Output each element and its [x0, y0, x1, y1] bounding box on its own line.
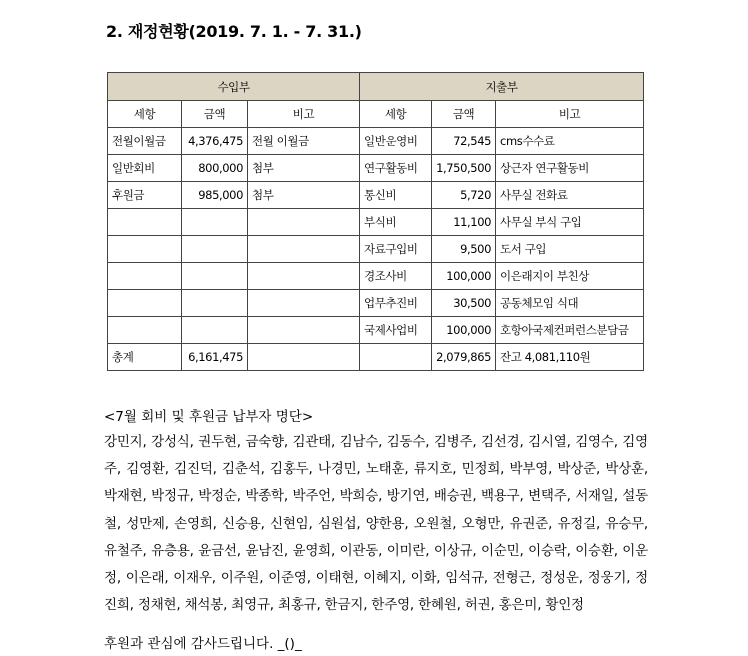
table-cell: 후원금	[108, 182, 182, 209]
table-cell: 전월 이월금	[248, 128, 360, 155]
donor-list: 강민지, 강성식, 권두현, 금숙향, 김관태, 김남수, 김동수, 김병주, 김선경, 김시열, 김영수, 김영주, 김영환, 김진덕, 김춘석, 김홍두, 나경민, 노태훈, 류지호, 민정희, 박부영, 박상준, 박상훈, 박재현, 박정규, 박정순, 박종학, 박주언, 박희승, 방기연, 배승권, 백용구, 변택주, 서재일, 설동철, 성만제, 손영희, 신승용, 신현임, 심원섭, 양한용, 오원철, 오형만, 유권준, 유정길, 유승무, 유철주, 유층용, 윤금선, 윤남진, 윤영희, 이관동, 이미란, 이상규, 이순민, 이승락, 이승환, 이운정, 이은래, 이재우, 이주원, 이준영, 이태현, 이혜지, 이화, 임석규, 전형근, 정성운, 정웅기, 정진희, 정채현, 채석봉, 최영규, 최홍규, 한금지, 한주영, 한혜원, 허권, 홍은미, 황인정	[104, 434, 648, 614]
table-cell: 1,750,500	[432, 155, 496, 182]
table-cell: 이은래지이 부친상	[496, 263, 644, 290]
table-cell: 100,000	[432, 263, 496, 290]
table-cell: 일반운영비	[360, 128, 432, 155]
table-cell: 자료구입비	[360, 236, 432, 263]
table-cell	[248, 317, 360, 344]
table-row	[108, 128, 644, 155]
table-cell: 사무실 부식 구입	[496, 209, 644, 236]
table-cell: 국제사업비	[360, 317, 432, 344]
table-cell	[248, 290, 360, 317]
table-cell	[248, 344, 360, 371]
table-cell: cms수수료	[496, 128, 644, 155]
expense-header: 지출부	[360, 73, 644, 101]
column-header: 금액	[432, 101, 496, 128]
table-cell: 30,500	[432, 290, 496, 317]
table-cell: 72,545	[432, 128, 496, 155]
table-cell: 800,000	[182, 155, 248, 182]
table-cell	[108, 290, 182, 317]
table-cell: 9,500	[432, 236, 496, 263]
table-cell: 잔고 4,081,110원	[496, 344, 644, 371]
table-cell	[108, 209, 182, 236]
table-cell: 5,720	[432, 182, 496, 209]
table-row	[108, 236, 644, 263]
table-cell	[182, 290, 248, 317]
table-row	[108, 155, 644, 182]
thanks-message: 후원과 관심에 감사드립니다. _()_	[104, 636, 302, 652]
column-header: 세항	[108, 101, 182, 128]
table-cell: 6,161,475	[182, 344, 248, 371]
table-cell: 2,079,865	[432, 344, 496, 371]
column-header: 세항	[360, 101, 432, 128]
table-cell: 총계	[108, 344, 182, 371]
table-cell	[182, 317, 248, 344]
table-cell: 985,000	[182, 182, 248, 209]
table-cell	[248, 209, 360, 236]
table-cell: 상근자 연구활동비	[496, 155, 644, 182]
table-cell: 연구활동비	[360, 155, 432, 182]
column-header: 비고	[496, 101, 644, 128]
table-column-header-row	[108, 101, 644, 128]
section-title: 2. 재정현황(2019. 7. 1. - 7. 31.)	[106, 22, 362, 41]
table-cell	[182, 236, 248, 263]
table-cell: 100,000	[432, 317, 496, 344]
table-cell: 부식비	[360, 209, 432, 236]
table-cell	[108, 263, 182, 290]
table-cell	[108, 317, 182, 344]
table-row	[108, 317, 644, 344]
table-cell: 4,376,475	[182, 128, 248, 155]
table-cell: 첨부	[248, 155, 360, 182]
finance-table	[107, 72, 644, 371]
table-cell: 11,100	[432, 209, 496, 236]
table-total-row	[108, 344, 644, 371]
table-cell: 첨부	[248, 182, 360, 209]
table-cell	[248, 263, 360, 290]
table-cell	[108, 236, 182, 263]
income-header: 수입부	[108, 73, 360, 101]
table-row	[108, 290, 644, 317]
table-row	[108, 182, 644, 209]
table-cell	[360, 344, 432, 371]
table-cell: 일반회비	[108, 155, 182, 182]
table-cell	[182, 263, 248, 290]
table-row	[108, 263, 644, 290]
donors-title: <7월 회비 및 후원금 납부자 명단>	[104, 409, 314, 425]
table-cell: 업무추진비	[360, 290, 432, 317]
table-cell	[248, 236, 360, 263]
table-cell: 통신비	[360, 182, 432, 209]
table-cell: 호항아국제컨퍼런스분담금	[496, 317, 644, 344]
column-header: 금액	[182, 101, 248, 128]
table-cell: 공동체모임 식대	[496, 290, 644, 317]
table-cell: 사무실 전화료	[496, 182, 644, 209]
table-cell: 전월이월금	[108, 128, 182, 155]
table-group-header-row	[108, 73, 644, 101]
column-header: 비고	[248, 101, 360, 128]
table-cell: 경조사비	[360, 263, 432, 290]
table-row	[108, 209, 644, 236]
table-cell: 도서 구입	[496, 236, 644, 263]
table-cell	[182, 209, 248, 236]
